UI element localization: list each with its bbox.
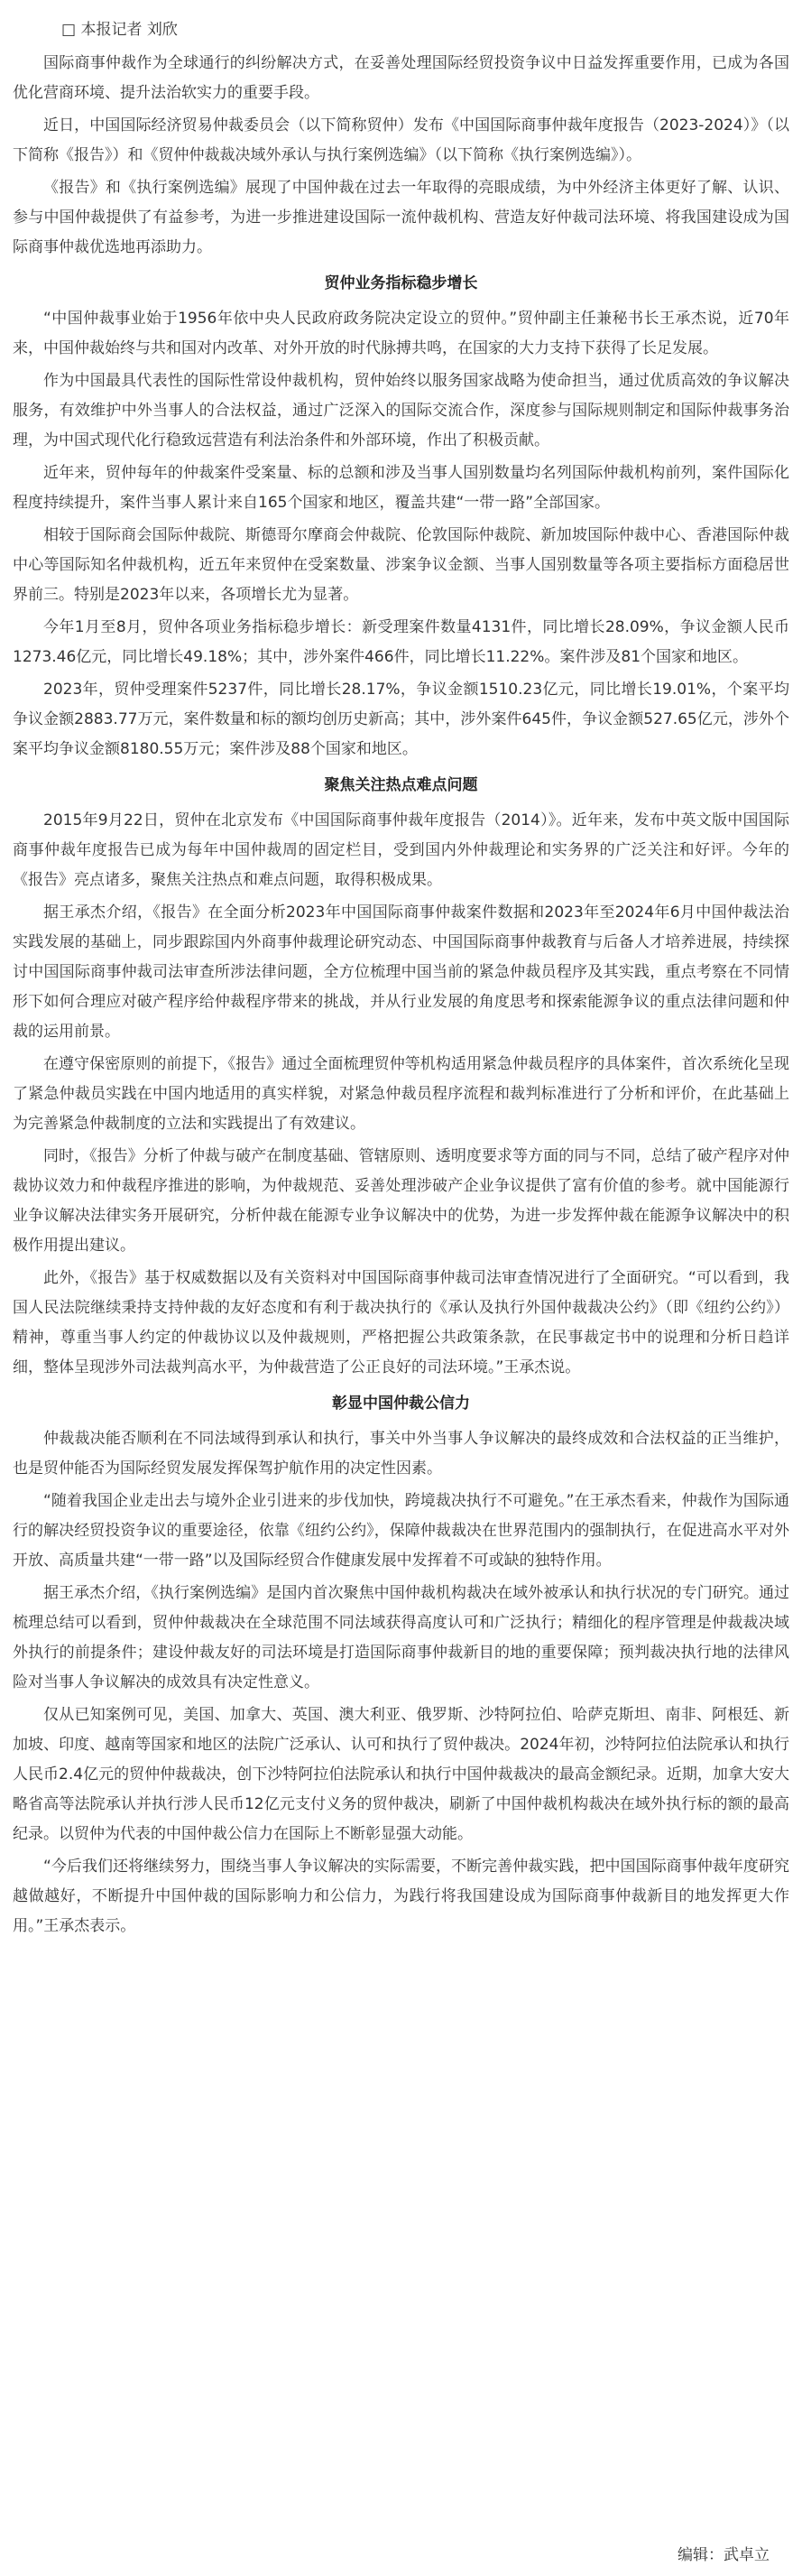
article-paragraph: 据王承杰介绍，《执行案例选编》是国内首次聚焦中国仲裁机构裁决在域外被承认和执行状况的专门研究。通过梳理总结可以看到，贸仲仲裁裁决在全球范围不同法域获得高度认可和广泛执行；精细化的程序管理是仲裁裁决域外执行的前提条件；建设仲裁友好的司法环境是打造国际商事仲裁新目的地的重要保障；预判裁决执行地的法律风险对当事人争议解决的成效具有决定性意义。 xyxy=(13,1584,789,1691)
article-paragraph: 2015年9月22日，贸仲在北京发布《中国国际商事仲裁年度报告（2014）》。近年来，发布中英文版中国国际商事仲裁年度报告已成为每年中国仲裁周的固定栏目，受到国内外仲裁理论和实务界的广泛关注和好评。今年的《报告》亮点诸多，聚焦关注热点和难点问题，取得积极成果。 xyxy=(13,811,789,889)
article-paragraph: 仲裁裁决能否顺利在不同法域得到承认和执行，事关中外当事人争议解决的最终成效和合法权益的正当维护，也是贸仲能否为国际经贸发展发挥保驾护航作用的决定性因素。 xyxy=(13,1430,789,1478)
section-heading: 彰显中国仲裁公信力 xyxy=(332,1395,470,1413)
article-paragraph: 今年1月至8月，贸仲各项业务指标稳步增长：新受理案件数量4131件，同比增长28.09%，争议金额人民币1273.46亿元，同比增长49.18%；其中，涉外案件466件，同比增长11.22%。案件涉及81个国家和地区。 xyxy=(13,618,789,666)
byline: □ 本报记者 刘欣 xyxy=(61,21,178,39)
section-heading: 贸仲业务指标稳步增长 xyxy=(324,274,478,292)
editor-credit: 编辑：武卓立 xyxy=(678,2546,770,2564)
article-paragraph: 作为中国最具代表性的国际性常设仲裁机构，贸仲始终以服务国家战略为使命担当，通过优质高效的争议解决服务，有效维护中外当事人的合法权益，通过广泛深入的国际交流合作，深度参与国际规则制定和国际仲裁事务治理，为中国式现代化行稳致远营造有利法治条件和外部环境，作出了积极贡献。 xyxy=(13,372,789,449)
article-paragraph: 此外，《报告》基于权威数据以及有关资料对中国国际商事仲裁司法审查情况进行了全面研究。“可以看到，我国人民法院继续秉持支持仲裁的友好态度和有利于裁决执行的《承认及执行外国仲裁裁决公约》（即《纽约公约》）精神，尊重当事人约定的仲裁协议以及仲裁规则，严格把握公共政策条款，在民事裁定书中的说理和分析日趋详细，整体呈现涉外司法裁判高水平，为仲裁营造了公正良好的司法环境。”王承杰说。 xyxy=(13,1269,789,1376)
article-paragraph: 国际商事仲裁作为全球通行的纠纷解决方式，在妥善处理国际经贸投资争议中日益发挥重要作用，已成为各国优化营商环境、提升法治软实力的重要手段。 xyxy=(13,54,789,102)
section-heading: 聚焦关注热点难点问题 xyxy=(324,776,478,794)
article-paragraph: 近年来，贸仲每年的仲裁案件受案量、标的总额和涉及当事人国别数量均名列国际仲裁机构前列，案件国际化程度持续提升，案件当事人累计来自165个国家和地区，覆盖共建“一带一路”全部国家。 xyxy=(13,464,789,512)
article-paragraph: “今后我们还将继续努力，围绕当事人争议解决的实际需要，不断完善仲裁实践，把中国国际商事仲裁年度研究越做越好，不断提升中国仲裁的国际影响力和公信力，为践行将我国建设成为国际商事仲裁新目的地发挥更大作用。”王承杰表示。 xyxy=(13,1858,789,1935)
article-paragraph: 《报告》和《执行案例选编》展现了中国仲裁在过去一年取得的亮眼成绩，为中外经济主体更好了解、认识、参与中国仲裁提供了有益参考，为进一步推进建设国际一流仲裁机构、营造友好仲裁司法环境、将我国建设成为国际商事仲裁优选地再添助力。 xyxy=(13,179,789,256)
article-paragraph: 据王承杰介绍，《报告》在全面分析2023年中国国际商事仲裁案件数据和2023年至2024年6月中国仲裁法治实践发展的基础上，同步跟踪国内外商事仲裁理论研究动态、中国国际商事仲裁教育与后备人才培养进展，持续探讨中国国际商事仲裁司法审查所涉法律问题，全方位梳理中国当前的紧急仲裁员程序及其实践，重点考察在不同情形下如何合理应对破产程序给仲裁程序带来的挑战，并从行业发展的角度思考和探索能源争议的重点法律问题和仲裁的运用前景。 xyxy=(13,903,789,1041)
article-body xyxy=(13,49,789,1941)
article-paragraph: 同时，《报告》分析了仲裁与破产在制度基础、管辖原则、透明度要求等方面的同与不同，总结了破产程序对仲裁协议效力和仲裁程序推进的影响，为仲裁规范、妥善处理涉破产企业争议提供了富有价值的参考。就中国能源行业争议解决法律实务开展研究，分析仲裁在能源专业争议解决中的优势，为进一步发挥仲裁在能源争议解决中的积极作用提出建议。 xyxy=(13,1147,789,1255)
article-paragraph: 在遵守保密原则的前提下，《报告》通过全面梳理贸仲等机构适用紧急仲裁员程序的具体案件，首次系统化呈现了紧急仲裁员实践在中国内地适用的真实样貌，对紧急仲裁员程序流程和裁判标准进行了分析和评价，在此基础上为完善紧急仲裁制度的立法和实践提出了有效建议。 xyxy=(13,1055,789,1133)
article-paragraph: 近日，中国国际经济贸易仲裁委员会（以下简称贸仲）发布《中国国际商事仲裁年度报告（2023-2024）》（以下简称《报告》）和《贸仲仲裁裁决域外承认与执行案例选编》（以下简称《执行案例选编》）。 xyxy=(13,116,789,164)
article-paragraph: 相较于国际商会国际仲裁院、斯德哥尔摩商会仲裁院、伦敦国际仲裁院、新加坡国际仲裁中心、香港国际仲裁中心等国际知名仲裁机构，近五年来贸仲在受案数量、涉案争议金额、当事人国别数量等各项主要指标方面稳居世界前三。特别是2023年以来，各项增长尤为显著。 xyxy=(13,526,789,604)
article-paragraph: “中国仲裁事业始于1956年依中央人民政府政务院决定设立的贸仲。”贸仲副主任兼秘书长王承杰说，近70年来，中国仲裁始终与共和国对内改革、对外开放的时代脉搏共鸣，在国家的大力支持下获得了长足发展。 xyxy=(13,310,789,357)
article-paragraph: “随着我国企业走出去与境外企业引进来的步伐加快，跨境裁决执行不可避免。”在王承杰看来，仲裁作为国际通行的解决经贸投资争议的重要途径，依靠《纽约公约》，保障仲裁裁决在世界范围内的强制执行，在促进高水平对外开放、高质量共建“一带一路”以及国际经贸合作健康发展中发挥着不可或缺的独特作用。 xyxy=(13,1492,789,1570)
article-paragraph: 仅从已知案例可见，美国、加拿大、英国、澳大利亚、俄罗斯、沙特阿拉伯、哈萨克斯坦、南非、阿根廷、新加坡、印度、越南等国家和地区的法院广泛承认、认可和执行了贸仲裁决。2024年初，沙特阿拉伯法院承认和执行人民币2.4亿元的贸仲仲裁裁决，创下沙特阿拉伯法院承认和执行中国仲裁裁决的最高金额纪录。近期，加拿大安大略省高等法院承认并执行涉人民币12亿元支付义务的贸仲裁决，刷新了中国仲裁机构裁决在域外执行标的额的最高纪录。以贸仲为代表的中国仲裁公信力在国际上不断彰显强大动能。 xyxy=(13,1706,789,1843)
article-paragraph: 2023年，贸仲受理案件5237件，同比增长28.17%，争议金额1510.23亿元，同比增长19.01%，个案平均争议金额2883.77万元，案件数量和标的额均创历史新高；其中，涉外案件645件，争议金额527.65亿元，涉外个案平均争议金额8180.55万元；案件涉及88个国家和地区。 xyxy=(13,681,789,758)
